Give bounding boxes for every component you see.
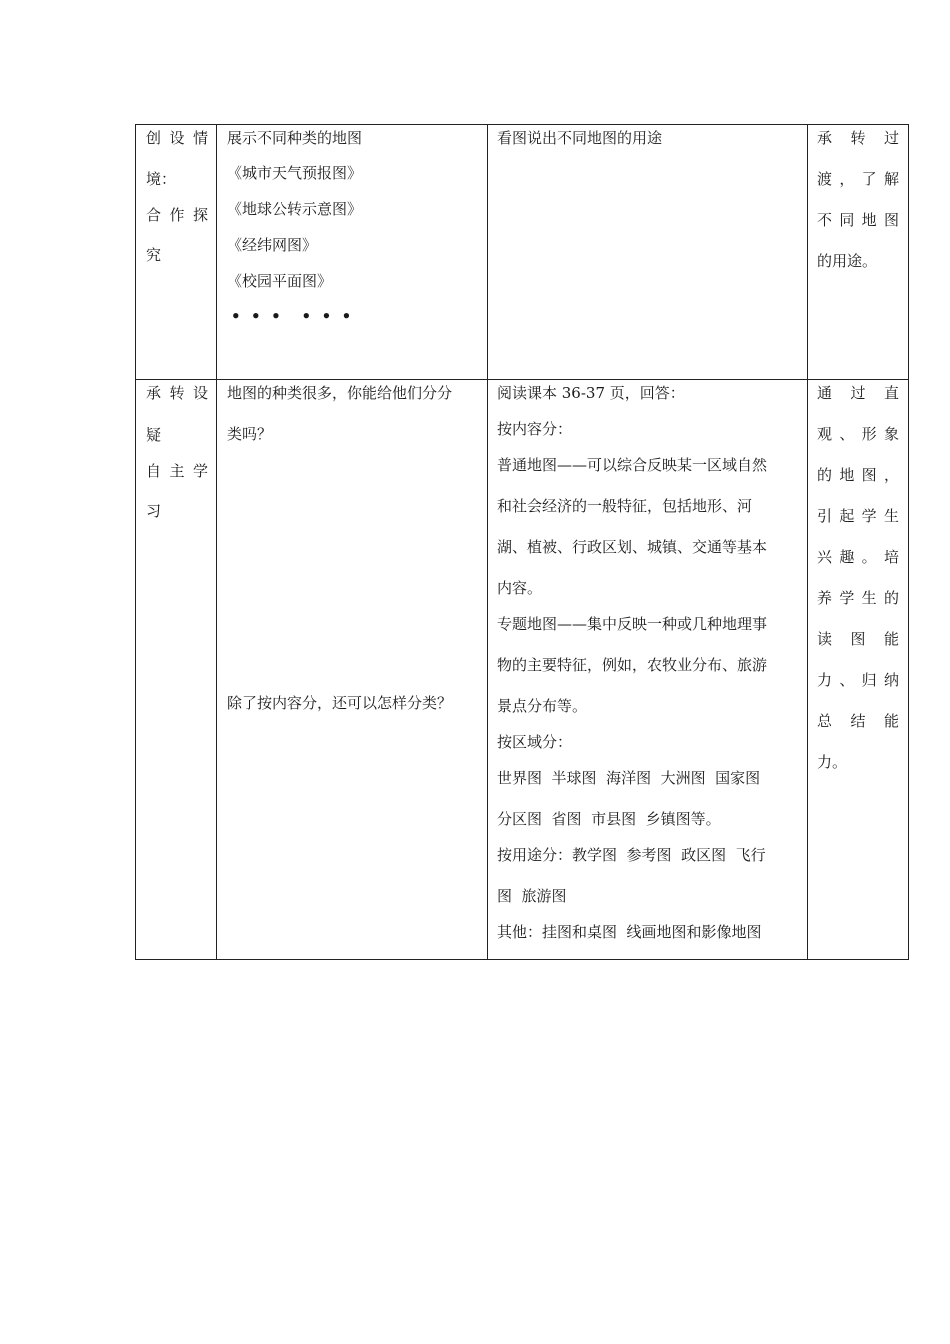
teacher-line: 《地球公转示意图》 [227,200,363,218]
student-line: 专题地图——集中反映一种或几种地理事 [497,615,768,633]
purpose-line: 渡 ， 了 解 [817,170,899,188]
teacher-line: 《校园平面图》 [227,272,333,290]
student-line: 世界图 半球图 海洋图 大洲图 国家图 [497,769,761,787]
student-line: 景点分布等。 [497,697,588,715]
student-line: 图 旅游图 [497,887,567,905]
ellipsis-dots: • • • • • • [231,307,352,325]
student-line: 按用途分：教学图 参考图 政区图 飞行 [497,846,766,864]
teacher-line: 《城市天气预报图》 [227,164,363,182]
student-line: 看图说出不同地图的用途 [497,129,663,147]
table-row [136,125,909,380]
student-line: 物的主要特征，例如，农牧业分布、旅游 [497,656,768,674]
teacher-line: 类吗？ [227,425,273,443]
teacher-line: 展示不同种类的地图 [227,129,363,147]
purpose-line: 的用途。 [817,252,878,270]
lesson-plan-table [135,124,909,960]
teacher-line: 《经纬网图》 [227,236,318,254]
design-purpose-cell [808,380,909,960]
student-activity-cell [488,125,808,380]
stage-line: 习 [146,502,162,520]
teacher-activity-cell [217,125,488,380]
student-line: 其他：挂图和桌图 线画地图和影像地图 [497,923,762,941]
student-activity-cell [488,380,808,960]
student-line: 分区图 省图 市县图 乡镇图等。 [497,810,721,828]
student-line: 普通地图——可以综合反映某一区域自然 [497,456,768,474]
stage-line: 究 [146,246,162,264]
purpose-line: 读 图 能 [817,630,899,648]
stage-line: 自 主 学 [146,462,208,480]
student-line: 内容。 [497,579,543,597]
purpose-line: 养 学 生 的 [817,589,899,607]
purpose-line: 通 过 直 [817,384,899,402]
purpose-line: 总 结 能 [817,712,899,730]
purpose-line: 不 同 地 图 [817,211,899,229]
stage-cell [136,380,217,960]
purpose-line: 承 转 过 [817,129,899,147]
teacher-line: 地图的种类很多，你能给他们分分 [227,384,453,402]
student-line: 湖、植被、行政区划、城镇、交通等基本 [497,538,768,556]
design-purpose-cell [808,125,909,380]
purpose-line: 引 起 学 生 [817,507,899,525]
purpose-line: 力 、 归 纳 [817,671,899,689]
stage-line: 创 设 情 [146,129,208,147]
table-row [136,380,909,960]
purpose-line: 观 、 形 象 [817,425,899,443]
stage-line: 合 作 探 [146,206,208,224]
stage-line: 境： [146,170,177,188]
purpose-line: 力。 [817,753,848,771]
student-line: 和社会经济的一般特征，包括地形、河 [497,497,753,515]
student-line: 按区域分： [497,733,573,751]
teacher-question: 除了按内容分，还可以怎样分类？ [227,694,453,712]
purpose-line: 兴 趣 。 培 [817,548,899,566]
teacher-activity-cell [217,380,488,960]
student-line: 按内容分： [497,420,573,438]
stage-line: 承 转 设 [146,384,208,402]
student-line: 阅读课本 36-37 页，回答： [497,384,685,402]
stage-cell [136,125,217,380]
stage-line: 疑 [146,426,162,444]
purpose-line: 的 地 图 ， [817,466,899,484]
